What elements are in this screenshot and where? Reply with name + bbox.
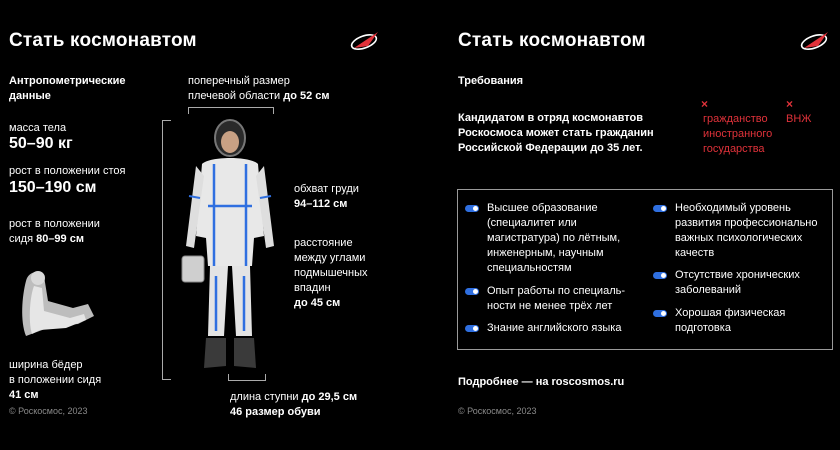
mass-label: масса тела xyxy=(9,122,67,134)
req-line: качеств xyxy=(675,247,715,259)
height-stand-label: рост в положении стоя xyxy=(9,165,126,177)
cosmonaut-figure-icon xyxy=(180,116,280,380)
candidate-line-2: Роскосмоса может стать гражданин xyxy=(458,127,654,139)
requirement-item xyxy=(487,284,625,314)
arm-label-4: впадин xyxy=(294,282,331,294)
roscosmos-logo-icon xyxy=(798,30,834,52)
anthro-title: Антропометрические данные xyxy=(9,75,126,102)
req-line: Отсутствие хронических xyxy=(675,269,800,281)
toggle-icon xyxy=(653,310,667,317)
shoe-value: 46 размер обуви xyxy=(230,406,321,418)
roscosmos-logo-icon xyxy=(348,30,384,52)
req-line: магистратура) по лётным, xyxy=(487,232,621,244)
mass-value: 50–90 кг xyxy=(9,135,73,152)
chest-label: обхват груди xyxy=(294,183,359,195)
req-line: инженерным, научным xyxy=(487,247,604,259)
chest-value: 94–112 см xyxy=(294,198,348,210)
toggle-icon xyxy=(465,325,479,332)
height-sit-value: 80–99 см xyxy=(36,233,84,245)
toggle-icon xyxy=(653,205,667,212)
requirement-item xyxy=(675,201,818,261)
toggle-icon xyxy=(465,288,479,295)
hips-label-1: ширина бёдер xyxy=(9,359,83,371)
shoulder-label-2: плечевой области xyxy=(188,90,284,102)
cross-icon: × xyxy=(786,97,794,111)
copyright-right: © Роскосмос, 2023 xyxy=(458,406,537,416)
copyright-left: © Роскосмос, 2023 xyxy=(9,406,88,416)
height-sit-label: рост в положении xyxy=(9,218,100,230)
shoulder-value: до 52 см xyxy=(283,90,330,102)
toggle-icon xyxy=(653,272,667,279)
arm-label-3: подмышечных xyxy=(294,267,368,279)
shoulder-label-1: поперечный размер xyxy=(188,75,290,87)
arm-value: до 45 см xyxy=(294,297,341,309)
shoulder-bracket xyxy=(188,107,274,114)
requirement-item xyxy=(487,201,620,276)
requirement-item xyxy=(487,321,621,336)
req-line: Хорошая физическая xyxy=(675,307,786,319)
page-title-right: Стать космонавтом xyxy=(458,30,646,51)
no-residence: ВНЖ xyxy=(786,113,812,125)
shoulder-line xyxy=(188,89,330,104)
foot-value: до 29,5 см xyxy=(301,391,358,403)
req-line: Высшее образование xyxy=(487,202,598,214)
arm-label-1: расстояние xyxy=(294,237,353,249)
seated-cosmonaut-icon xyxy=(18,266,98,342)
height-sit-text: сидя xyxy=(9,233,37,245)
req-line: важных психологических xyxy=(675,232,803,244)
foot-label: длина ступни xyxy=(230,391,302,403)
foot-line xyxy=(230,390,357,405)
req-line: заболеваний xyxy=(675,284,742,296)
no-foreign-1: гражданство xyxy=(703,113,768,125)
req-line: (специалитет или xyxy=(487,217,577,229)
toggle-icon xyxy=(465,205,479,212)
req-line: Знание английского языка xyxy=(487,322,622,334)
hips-value: 41 см xyxy=(9,389,39,401)
candidate-line-1: Кандидатом в отряд космонавтов xyxy=(458,112,644,124)
more-link[interactable]: Подробнее — на roscosmos.ru xyxy=(458,376,625,388)
height-sit-line xyxy=(9,232,84,247)
req-line: Опыт работы по специаль- xyxy=(487,285,626,297)
candidate-line-3: Российской Федерации до 35 лет. xyxy=(458,142,643,154)
req-line: специальностям xyxy=(487,262,572,274)
arm-label-2: между углами xyxy=(294,252,366,264)
height-stand-value: 150–190 см xyxy=(9,179,97,196)
height-bracket xyxy=(162,120,171,380)
req-line: развития профессионально xyxy=(675,217,818,229)
requirement-item xyxy=(675,268,800,298)
requirements-title: Требования xyxy=(458,75,524,87)
no-foreign-2: иностранного xyxy=(703,128,773,140)
cross-icon: × xyxy=(701,97,709,111)
requirement-item xyxy=(675,306,785,336)
no-foreign-3: государства xyxy=(703,143,765,155)
foot-bracket xyxy=(228,374,266,381)
req-line: подготовка xyxy=(675,322,731,334)
page-title-left: Стать космонавтом xyxy=(9,30,197,51)
req-line: ности не менее трёх лет xyxy=(487,300,613,312)
hips-label-2: в положении сидя xyxy=(9,374,102,386)
req-line: Необходимый уровень xyxy=(675,202,791,214)
